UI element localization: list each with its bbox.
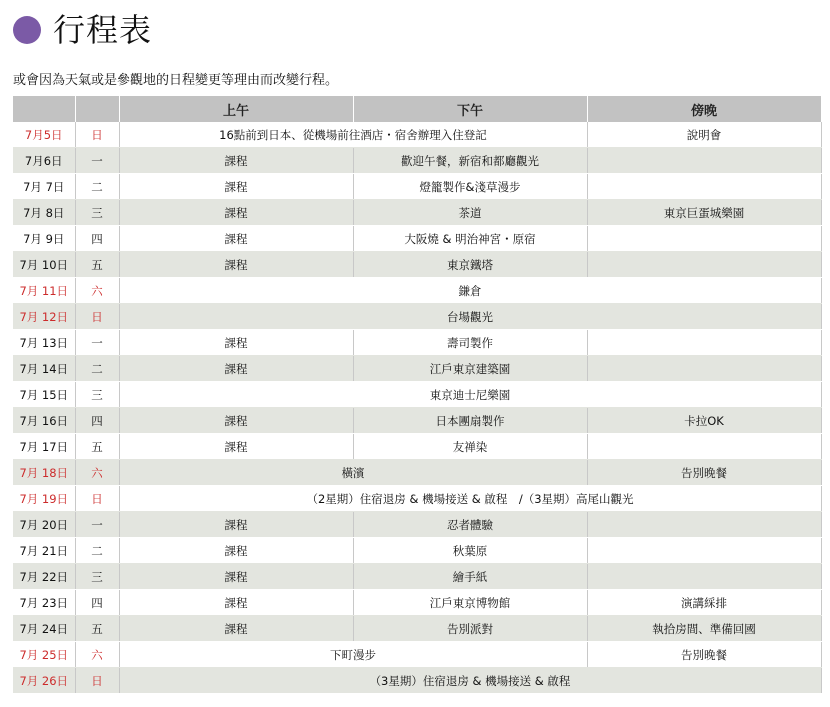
row-afternoon: 大阪燒 & 明治神宮・原宿 bbox=[353, 226, 587, 252]
row-evening bbox=[587, 564, 821, 590]
row-afternoon: 茶道 bbox=[353, 200, 587, 226]
table-row bbox=[13, 512, 821, 538]
row-evening bbox=[587, 434, 821, 460]
row-weekday: 一 bbox=[75, 512, 119, 538]
row-morning: 課程 bbox=[119, 356, 353, 382]
row-evening: 執拾房間、準備回國 bbox=[587, 616, 821, 642]
table-row bbox=[13, 122, 821, 148]
row-weekday: 三 bbox=[75, 200, 119, 226]
row-weekday: 六 bbox=[75, 460, 119, 486]
row-evening: 演講綵排 bbox=[587, 590, 821, 616]
row-weekday: 二 bbox=[75, 538, 119, 564]
row-weekday: 五 bbox=[75, 252, 119, 278]
header-date bbox=[13, 96, 75, 122]
table-row bbox=[13, 564, 821, 590]
row-date: 7月 24日 bbox=[13, 616, 75, 642]
row-evening bbox=[587, 330, 821, 356]
table-row bbox=[13, 408, 821, 434]
row-morning: 課程 bbox=[119, 252, 353, 278]
row-date: 7月 16日 bbox=[13, 408, 75, 434]
table-row bbox=[13, 642, 821, 668]
row-afternoon: 友禅染 bbox=[353, 434, 587, 460]
schedule-table bbox=[13, 96, 822, 694]
table-row bbox=[13, 460, 821, 486]
row-weekday: 四 bbox=[75, 408, 119, 434]
row-weekday: 五 bbox=[75, 434, 119, 460]
row-weekday: 六 bbox=[75, 642, 119, 668]
row-all-day-activity: 鎌倉 bbox=[119, 278, 821, 304]
row-evening bbox=[587, 148, 821, 174]
table-row bbox=[13, 226, 821, 252]
row-morning: 課程 bbox=[119, 616, 353, 642]
row-evening bbox=[587, 252, 821, 278]
table-row bbox=[13, 434, 821, 460]
row-afternoon: 江戶東京建築園 bbox=[353, 356, 587, 382]
row-date: 7月5日 bbox=[13, 122, 75, 148]
row-weekday: 五 bbox=[75, 616, 119, 642]
row-morning: 課程 bbox=[119, 512, 353, 538]
row-evening: 卡拉OK bbox=[587, 408, 821, 434]
row-afternoon: 燈籠製作&淺草漫步 bbox=[353, 174, 587, 200]
row-evening bbox=[587, 538, 821, 564]
table-row bbox=[13, 356, 821, 382]
row-weekday: 一 bbox=[75, 330, 119, 356]
table-row bbox=[13, 304, 821, 330]
page-header bbox=[13, 8, 152, 52]
row-weekday: 二 bbox=[75, 356, 119, 382]
row-morning: 課程 bbox=[119, 590, 353, 616]
row-date: 7月 11日 bbox=[13, 278, 75, 304]
row-day-activity: 下町漫步 bbox=[119, 642, 587, 668]
table-row bbox=[13, 278, 821, 304]
row-morning: 課程 bbox=[119, 408, 353, 434]
row-date: 7月 19日 bbox=[13, 486, 75, 512]
row-afternoon: 繪手紙 bbox=[353, 564, 587, 590]
row-afternoon: 東京鐵塔 bbox=[353, 252, 587, 278]
row-date: 7月 9日 bbox=[13, 226, 75, 252]
row-date: 7月 14日 bbox=[13, 356, 75, 382]
row-evening bbox=[587, 174, 821, 200]
row-date: 7月 23日 bbox=[13, 590, 75, 616]
row-weekday: 二 bbox=[75, 174, 119, 200]
row-afternoon: 江戶東京博物館 bbox=[353, 590, 587, 616]
row-weekday: 日 bbox=[75, 304, 119, 330]
row-morning: 課程 bbox=[119, 564, 353, 590]
row-weekday: 三 bbox=[75, 382, 119, 408]
row-date: 7月 25日 bbox=[13, 642, 75, 668]
table-row bbox=[13, 590, 821, 616]
row-date: 7月 12日 bbox=[13, 304, 75, 330]
row-afternoon: 忍者體驗 bbox=[353, 512, 587, 538]
row-afternoon: 秋葉原 bbox=[353, 538, 587, 564]
row-all-day-activity: 台場觀光 bbox=[119, 304, 821, 330]
row-afternoon: 壽司製作 bbox=[353, 330, 587, 356]
header-weekday bbox=[75, 96, 119, 122]
row-morning: 課程 bbox=[119, 148, 353, 174]
row-weekday: 四 bbox=[75, 590, 119, 616]
page-title: 行程表 bbox=[53, 11, 153, 49]
row-afternoon: 歡迎午餐，新宿和都廳觀光 bbox=[353, 148, 587, 174]
row-weekday: 六 bbox=[75, 278, 119, 304]
row-date: 7月 17日 bbox=[13, 434, 75, 460]
row-weekday: 四 bbox=[75, 226, 119, 252]
schedule-note: 或會因為天氣或是參觀地的日程變更等理由而改變行程。 bbox=[13, 73, 339, 88]
row-evening bbox=[587, 356, 821, 382]
schedule-body bbox=[13, 122, 821, 694]
header-afternoon: 下午 bbox=[353, 96, 587, 122]
row-all-day-activity: 東京迪士尼樂園 bbox=[119, 382, 821, 408]
table-row bbox=[13, 174, 821, 200]
row-evening bbox=[587, 226, 821, 252]
row-all-day-activity: （2星期）住宿退房 & 機場接送 & 啟程 /（3星期）高尾山觀光 bbox=[119, 486, 821, 512]
header-evening: 傍晚 bbox=[587, 96, 821, 122]
table-row bbox=[13, 538, 821, 564]
row-date: 7月 7日 bbox=[13, 174, 75, 200]
row-weekday: 日 bbox=[75, 486, 119, 512]
table-row bbox=[13, 200, 821, 226]
row-date: 7月 26日 bbox=[13, 668, 75, 694]
row-afternoon: 日本團扇製作 bbox=[353, 408, 587, 434]
table-row bbox=[13, 668, 821, 694]
row-date: 7月 15日 bbox=[13, 382, 75, 408]
row-date: 7月 10日 bbox=[13, 252, 75, 278]
table-row bbox=[13, 486, 821, 512]
row-date: 7月 20日 bbox=[13, 512, 75, 538]
table-header-row bbox=[13, 96, 821, 122]
row-weekday: 日 bbox=[75, 668, 119, 694]
row-weekday: 三 bbox=[75, 564, 119, 590]
row-weekday: 日 bbox=[75, 122, 119, 148]
table-row bbox=[13, 330, 821, 356]
row-evening: 告別晚餐 bbox=[587, 642, 821, 668]
row-morning: 課程 bbox=[119, 538, 353, 564]
row-day-activity: 16點前到日本、從機場前往酒店・宿舍辦理入住登記 bbox=[119, 122, 587, 148]
row-evening: 說明會 bbox=[587, 122, 821, 148]
row-morning: 課程 bbox=[119, 200, 353, 226]
table-row bbox=[13, 252, 821, 278]
header-morning: 上午 bbox=[119, 96, 353, 122]
table-row bbox=[13, 382, 821, 408]
row-day-activity: 橫濱 bbox=[119, 460, 587, 486]
row-date: 7月 13日 bbox=[13, 330, 75, 356]
row-weekday: 一 bbox=[75, 148, 119, 174]
row-morning: 課程 bbox=[119, 174, 353, 200]
row-all-day-activity: （3星期）住宿退房 & 機場接送 & 啟程 bbox=[119, 668, 821, 694]
row-date: 7月6日 bbox=[13, 148, 75, 174]
bullet-dot-icon bbox=[13, 16, 41, 44]
row-date: 7月 18日 bbox=[13, 460, 75, 486]
row-date: 7月 8日 bbox=[13, 200, 75, 226]
table-row bbox=[13, 616, 821, 642]
row-date: 7月 21日 bbox=[13, 538, 75, 564]
row-morning: 課程 bbox=[119, 434, 353, 460]
row-evening: 告別晚餐 bbox=[587, 460, 821, 486]
table-row bbox=[13, 148, 821, 174]
row-date: 7月 22日 bbox=[13, 564, 75, 590]
row-evening: 東京巨蛋城樂園 bbox=[587, 200, 821, 226]
row-afternoon: 告別派對 bbox=[353, 616, 587, 642]
row-morning: 課程 bbox=[119, 226, 353, 252]
row-evening bbox=[587, 512, 821, 538]
row-morning: 課程 bbox=[119, 330, 353, 356]
